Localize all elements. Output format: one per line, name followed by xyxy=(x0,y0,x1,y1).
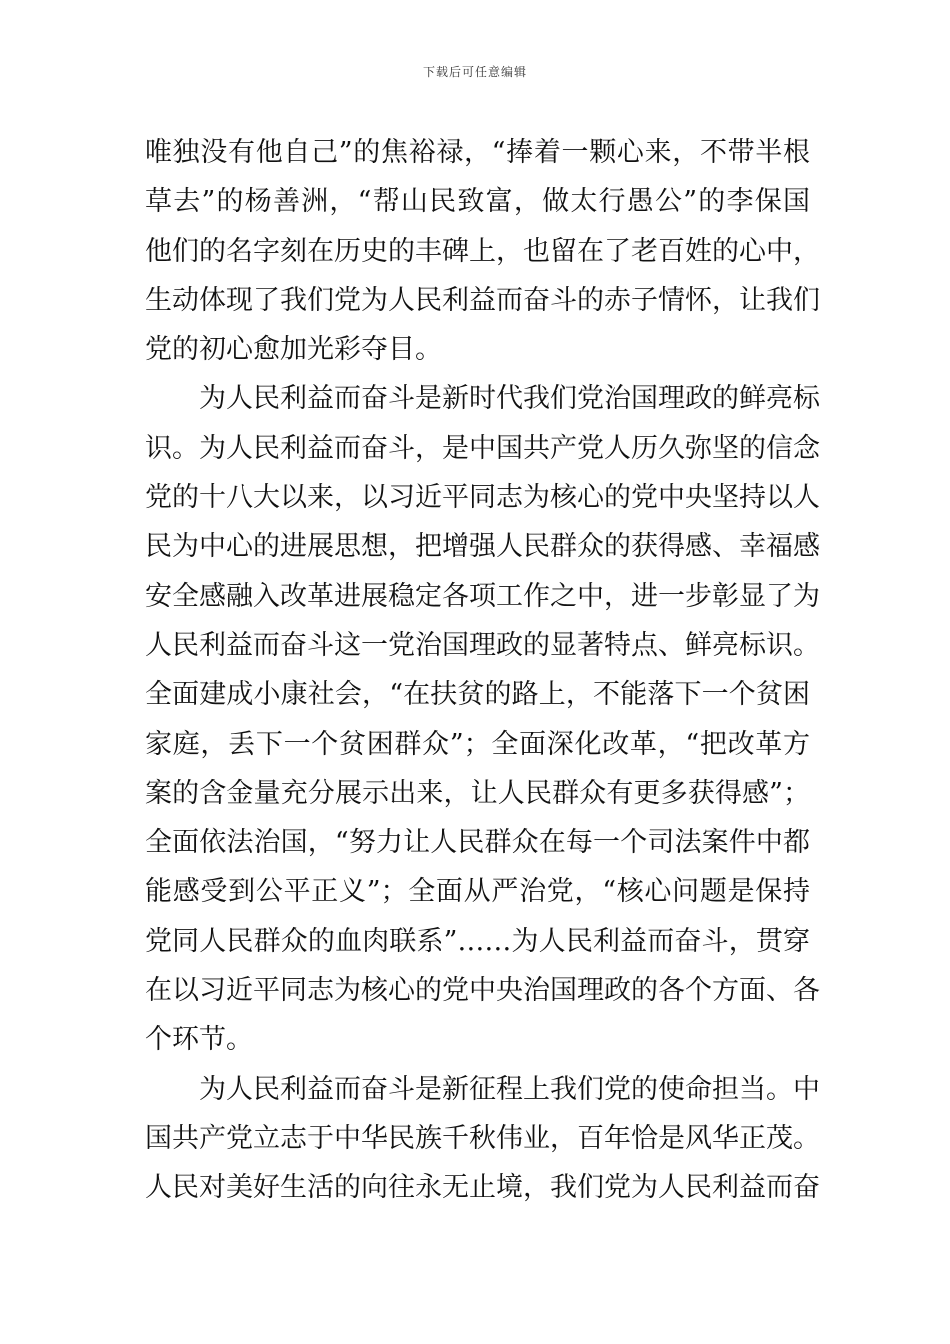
text-line: 人民对美好生活的向往永无止境，我们党为人民利益而奋 xyxy=(145,1172,820,1204)
text-line: 国共产党立志于中华民族千秋伟业，百年恰是风华正茂。 xyxy=(145,1122,820,1154)
page-header: 下载后可任意编辑 xyxy=(422,65,527,79)
body-text xyxy=(145,128,820,1213)
text-line: 安全感融入改革进展稳定各项工作之中，进一步彰显了为 xyxy=(145,580,820,612)
text-line: 识。为人民利益而奋斗，是中国共产党人历久弥坚的信念 xyxy=(145,432,820,464)
text-line: 民为中心的进展思想，把增强人民群众的获得感、幸福感 xyxy=(145,531,820,563)
text-line: 党的初心愈加光彩夺目。 xyxy=(145,334,442,366)
text-line: 他们的名字刻在历史的丰碑上，也留在了老百姓的心中， xyxy=(145,235,820,267)
text-line: 家庭，丢下一个贫困群众”；全面深化改革，“把改革方 xyxy=(145,728,810,760)
text-line: 党同人民群众的血肉联系”……为人民利益而奋斗，贯穿 xyxy=(145,925,810,957)
text-line: 为人民利益而奋斗是新时代我们党治国理政的鲜亮标 xyxy=(199,383,820,415)
text-line: 个环节。 xyxy=(145,1024,253,1056)
text-line: 全面依法治国，“努力让人民群众在每一个司法案件中都 xyxy=(145,827,810,859)
text-line: 草去”的杨善洲，“帮山民致富，做太行愚公”的李保国 xyxy=(145,186,810,218)
text-line: 案的含金量充分展示出来，让人民群众有更多获得感”； xyxy=(145,777,810,809)
text-line: 全面建成小康社会，“在扶贫的路上，不能落下一个贫困 xyxy=(145,679,810,711)
text-line: 人民利益而奋斗这一党治国理政的显著特点、鲜亮标识。 xyxy=(145,629,820,661)
text-line: 能感受到公平正义”；全面从严治党，“核心问题是保持 xyxy=(145,876,810,908)
text-line: 为人民利益而奋斗是新征程上我们党的使命担当。中 xyxy=(199,1073,820,1105)
text-line: 党的十八大以来，以习近平同志为核心的党中央坚持以人 xyxy=(145,482,820,514)
text-line: 在以习近平同志为核心的党中央治国理政的各个方面、各 xyxy=(145,975,820,1007)
text-line: 唯独没有他自己”的焦裕禄，“捧着一颗心来，不带半根 xyxy=(145,137,810,168)
text-line: 生动体现了我们党为人民利益而奋斗的赤子情怀，让我们 xyxy=(145,284,820,316)
